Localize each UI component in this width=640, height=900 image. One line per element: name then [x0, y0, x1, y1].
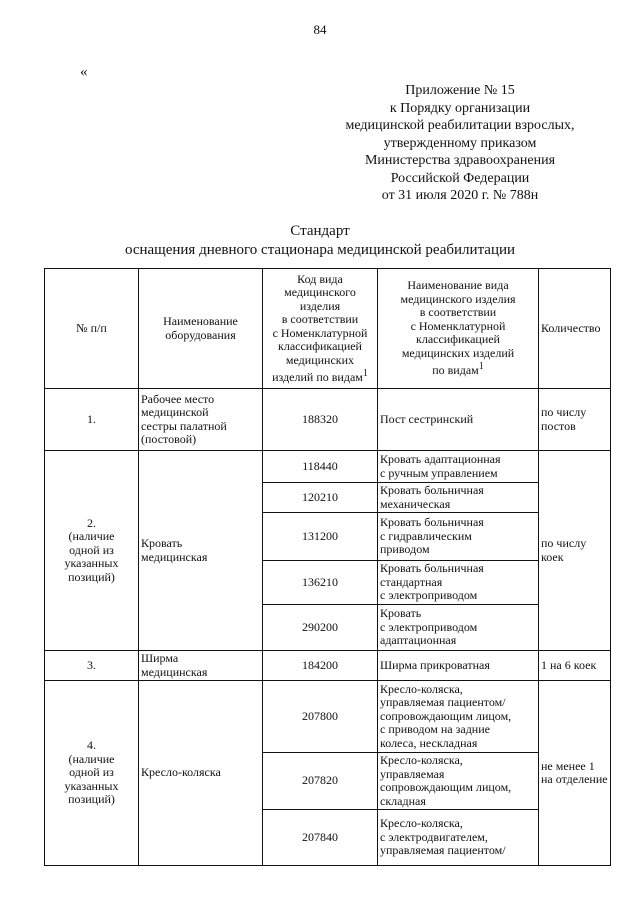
- appendix-line: Министерства здравоохранения: [364, 153, 556, 168]
- header-device-kind-text: Наименование вида медицинского изделия в соответствии с Номенклатурной классификацией медицинских изделий по видам: [400, 278, 516, 378]
- row-number-cell: 4. (наличие одной из указанных позиций): [45, 681, 139, 866]
- appendix-line: медицинской реабилитации взрослых,: [345, 118, 575, 133]
- device-code-cell: 131200: [263, 513, 378, 561]
- device-kind-cell: Пост сестринский: [378, 389, 539, 451]
- title-line: оснащения дневного стационара медицинской реабилитации: [124, 242, 516, 258]
- appendix-line: утвержденному приказом: [383, 135, 537, 151]
- row-number-cell: 2. (наличие одной из указанных позиций): [45, 451, 139, 651]
- equipment-name-cell: Кровать медицинская: [139, 451, 263, 651]
- footnote-mark: 1: [362, 368, 368, 379]
- quantity-cell: по числу постов: [539, 389, 611, 451]
- appendix-line: к Порядку организации: [389, 100, 531, 116]
- table-row: [45, 651, 611, 681]
- row-number-cell: 3.: [45, 651, 139, 681]
- equipment-standard-table: [44, 268, 611, 866]
- table-row: [45, 389, 611, 451]
- quantity-cell: не менее 1 на отделение: [539, 681, 611, 866]
- device-kind-cell: Ширма прикроватная: [378, 651, 539, 681]
- header-device-code: [263, 269, 378, 389]
- title-line: Стандарт: [290, 223, 350, 239]
- table-row: [45, 681, 611, 753]
- device-code-cell: 207820: [263, 753, 378, 810]
- quantity-cell: 1 на 6 коек: [539, 651, 611, 681]
- device-code-cell: 207840: [263, 810, 378, 866]
- header-equipment-name: Наименование оборудования: [139, 269, 263, 389]
- appendix-line: от 31 июля 2020 г. № 788н: [381, 188, 539, 203]
- device-kind-cell: Кровать адаптационная с ручным управлением: [378, 451, 539, 483]
- device-kind-cell: Кровать больничная стандартная с электроприводом: [378, 561, 539, 605]
- table-row: [45, 451, 611, 483]
- equipment-name-cell: Рабочее место медицинской сестры палатной (постовой): [139, 389, 263, 451]
- table-body: [45, 389, 611, 866]
- appendix-line: Российской Федерации: [390, 170, 530, 186]
- header-number: № п/п: [45, 269, 139, 389]
- device-code-cell: 120210: [263, 483, 378, 513]
- footnote-mark: 1: [478, 361, 484, 373]
- equipment-name-cell: Кресло-коляска: [139, 681, 263, 866]
- device-kind-cell: Кровать с электроприводом адаптационная: [378, 605, 539, 651]
- device-code-cell: 118440: [263, 451, 378, 483]
- header-device-code-text: Код вида медицинского изделия в соответствии с Номенклатурной классификацией медицинских изделий по видам: [272, 271, 368, 384]
- appendix-header: [330, 82, 590, 205]
- device-kind-cell: Кресло-коляска, управляемая сопровождающим лицом, складная: [378, 753, 539, 810]
- header-device-kind: [378, 269, 539, 389]
- header-quantity: Количество: [539, 269, 611, 389]
- device-kind-cell: Кровать больничная с гидравлическим приводом: [378, 513, 539, 561]
- opening-quote-mark: «: [80, 64, 88, 80]
- page-number: 84: [313, 22, 327, 37]
- device-code-cell: 290200: [263, 605, 378, 651]
- device-code-cell: 207800: [263, 681, 378, 753]
- appendix-line: Приложение № 15: [405, 83, 515, 98]
- document-title: [0, 222, 640, 260]
- device-code-cell: 184200: [263, 651, 378, 681]
- device-code-cell: 136210: [263, 561, 378, 605]
- equipment-name-cell: Ширма медицинская: [139, 651, 263, 681]
- row-number-cell: 1.: [45, 389, 139, 451]
- device-kind-cell: Кресло-коляска, управляемая пациентом/ сопровождающим лицом, с приводом на задние колеса, нескладная: [378, 681, 539, 753]
- device-kind-cell: Кровать больничная механическая: [378, 483, 539, 513]
- quantity-cell: по числу коек: [539, 451, 611, 651]
- device-kind-cell: Кресло-коляска, с электродвигателем, управляемая пациентом/: [378, 810, 539, 866]
- table-header-row: [45, 269, 611, 389]
- device-code-cell: 188320: [263, 389, 378, 451]
